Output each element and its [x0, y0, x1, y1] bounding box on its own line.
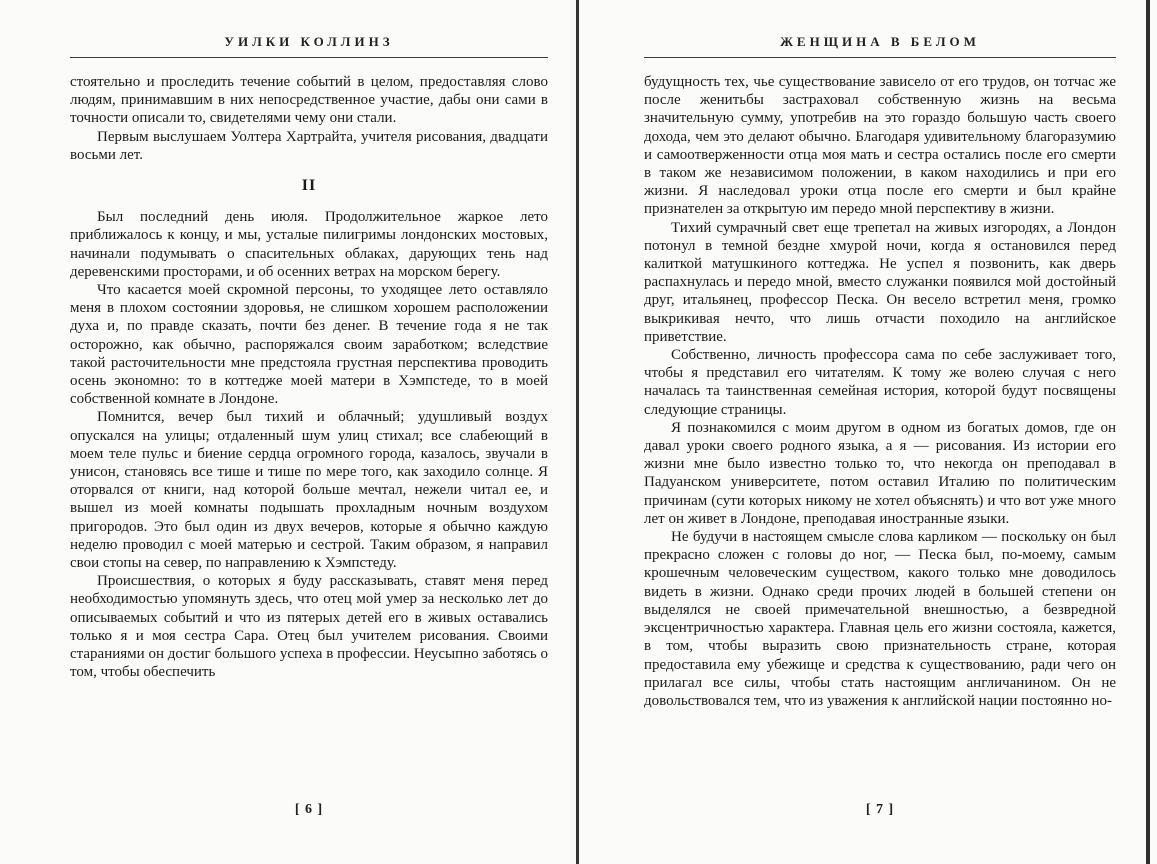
running-header-right: ЖЕНЩИНА В БЕЛОМ [780, 34, 980, 49]
paragraph: Помнится, вечер был тихий и облачный; удушливый воздух опускался на улицы; отдаленный шум улиц стихал; все слабеющий в моем теле пульс и биение сердца огромного города, казалось, звучали в унисон, становясь все тише и тише по мере того, как заходило солнце. Я оторвался от книги, над которой больше мечтал, нежели читал ее, и вышел из моей комнаты подышать прохладным ночным воздухом пригородов. Это был один из двух вечеров, которые я обычно каждую неделю проводил с моей матерью и сестрой. Таким образом, я направил свои стопы на север, по направлению к Хэмпстеду. [70, 409, 548, 572]
page-right [644, 34, 1116, 820]
paragraph: стоятельно и проследить течение событий в целом, предоставляя слово людям, принимавшим в них непосредственное участие, дабы они сами в точности описали то, свидетелями чему они стали. [70, 74, 548, 127]
paragraph: Собственно, личность профессора сама по себе заслуживает того, чтобы я представил его читателям. К тому же волею случая с него началась та таинственная семейная история, которой будут посвящены следующие страницы. [644, 347, 1116, 418]
center-divider-line [576, 0, 579, 864]
paragraph: Что касается моей скромной персоны, то уходящее лето оставляло меня в плохом состоянии здоровья, не слишком хорошем расположении духа и, по правде сказать, почти без денег. В течение года я не так осторожно, как обычно, распоряжался своим заработком; вследствие такой расточительности мне предстояла грустная перспектива проводить осень экономно: то в коттедже моей матери в Хэмпстеде, то в моей собственной комнате в Лондоне. [70, 282, 548, 408]
paragraph: Тихий сумрачный свет еще трепетал на живых изгородях, а Лондон потонул в темной бездне хмурой ночи, когда я остановился перед калиткой матушкиного коттеджа. Не успел я позвонить, как дверь распахнулась и передо мной, вместо служанки появился мой достойный друг, итальянец, профессор Песка. Он весело встретил меня, громко выкрикивая нечто, что лишь отчасти походило на английское приветствие. [644, 219, 1116, 345]
paragraph: Я познакомился с моим другом в одном из богатых домов, где он давал уроки своего родного языка, а я — рисования. Из истории его жизни мне было известно только то, что некогда он преподавал в Падуанском университете, потом оставил Италию по политическим причинам (сути которых никому не хотел объяснять) и что вот уже много лет он живет в Лондоне, преподавая иностранные языки. [644, 419, 1116, 527]
paragraph: Не будучи в настоящем смысле слова карликом — поскольку он был прекрасно сложен с головы до ног, — Песка был, по-моему, самым крошечным человеческим существом, какого только мне доводилось видеть в жизни. Однако среди прочих людей в большей степени он выделялся не своей примечательной внешностью, а безвредной эксцентричностью характера. Главная цель его жизни состояла, кажется, в том, чтобы выразить свою признательность стране, которая предоставила ему убежище и средства к существованию, ради чего он прилагал все силы, чтобы стать настоящим англичанином. Он не довольствовался тем, что из уважения к английской нации постоянно но- [644, 529, 1116, 709]
header-rule-left [70, 57, 548, 58]
header-rule-right [644, 57, 1116, 58]
page-body-right [644, 73, 1116, 789]
page-number-left: [ 6 ] [294, 802, 324, 817]
paragraph: Происшествия, о которых я буду рассказывать, ставят меня перед необходимостью упомянуть здесь, что отец мой умер за несколько лет до описываемых событий и что из пятерых детей его в живых оставались только я и моя сестра Сара. Отец был учителем рисования. Своими стараниями он достиг большого успеха в профессии. Неусыпно заботясь о том, чтобы обеспечить [70, 573, 548, 681]
chapter-heading: II [301, 177, 317, 195]
paragraph: Был последний день июля. Продолжительное жаркое лето приближалось к концу, и мы, усталые пилигримы лондонских мостовых, начинали подумывать о спасительных облаках, дарующих тень над деревенскими просторами, и об осенних ветрах на морском берегу. [70, 209, 548, 280]
running-header-left: УИЛКИ КОЛЛИНЗ [224, 34, 394, 49]
page-body-left [70, 73, 548, 789]
right-edge-line [1146, 0, 1150, 864]
paragraph: Первым выслушаем Уолтера Хартрайта, учителя рисования, двадцати восьми лет. [70, 128, 548, 163]
page-number-right: [ 7 ] [865, 802, 895, 817]
paragraph: будущность тех, чье существование зависело от его трудов, он тотчас же после женитьбы застраховал собственную жизнь на весьма значительную сумму, употребив на это гораздо большую часть своего дохода, чем это делают обычно. Благодаря удивительному благоразумию и самоотверженности отца моя мать и сестра остались после его смерти в таком же независимом положении, в каком находились и при его жизни. Я наследовал уроки отца после его смерти и был крайне признателен за открытую им передо мной перспективу в жизни. [644, 74, 1116, 218]
page-left [70, 34, 548, 820]
